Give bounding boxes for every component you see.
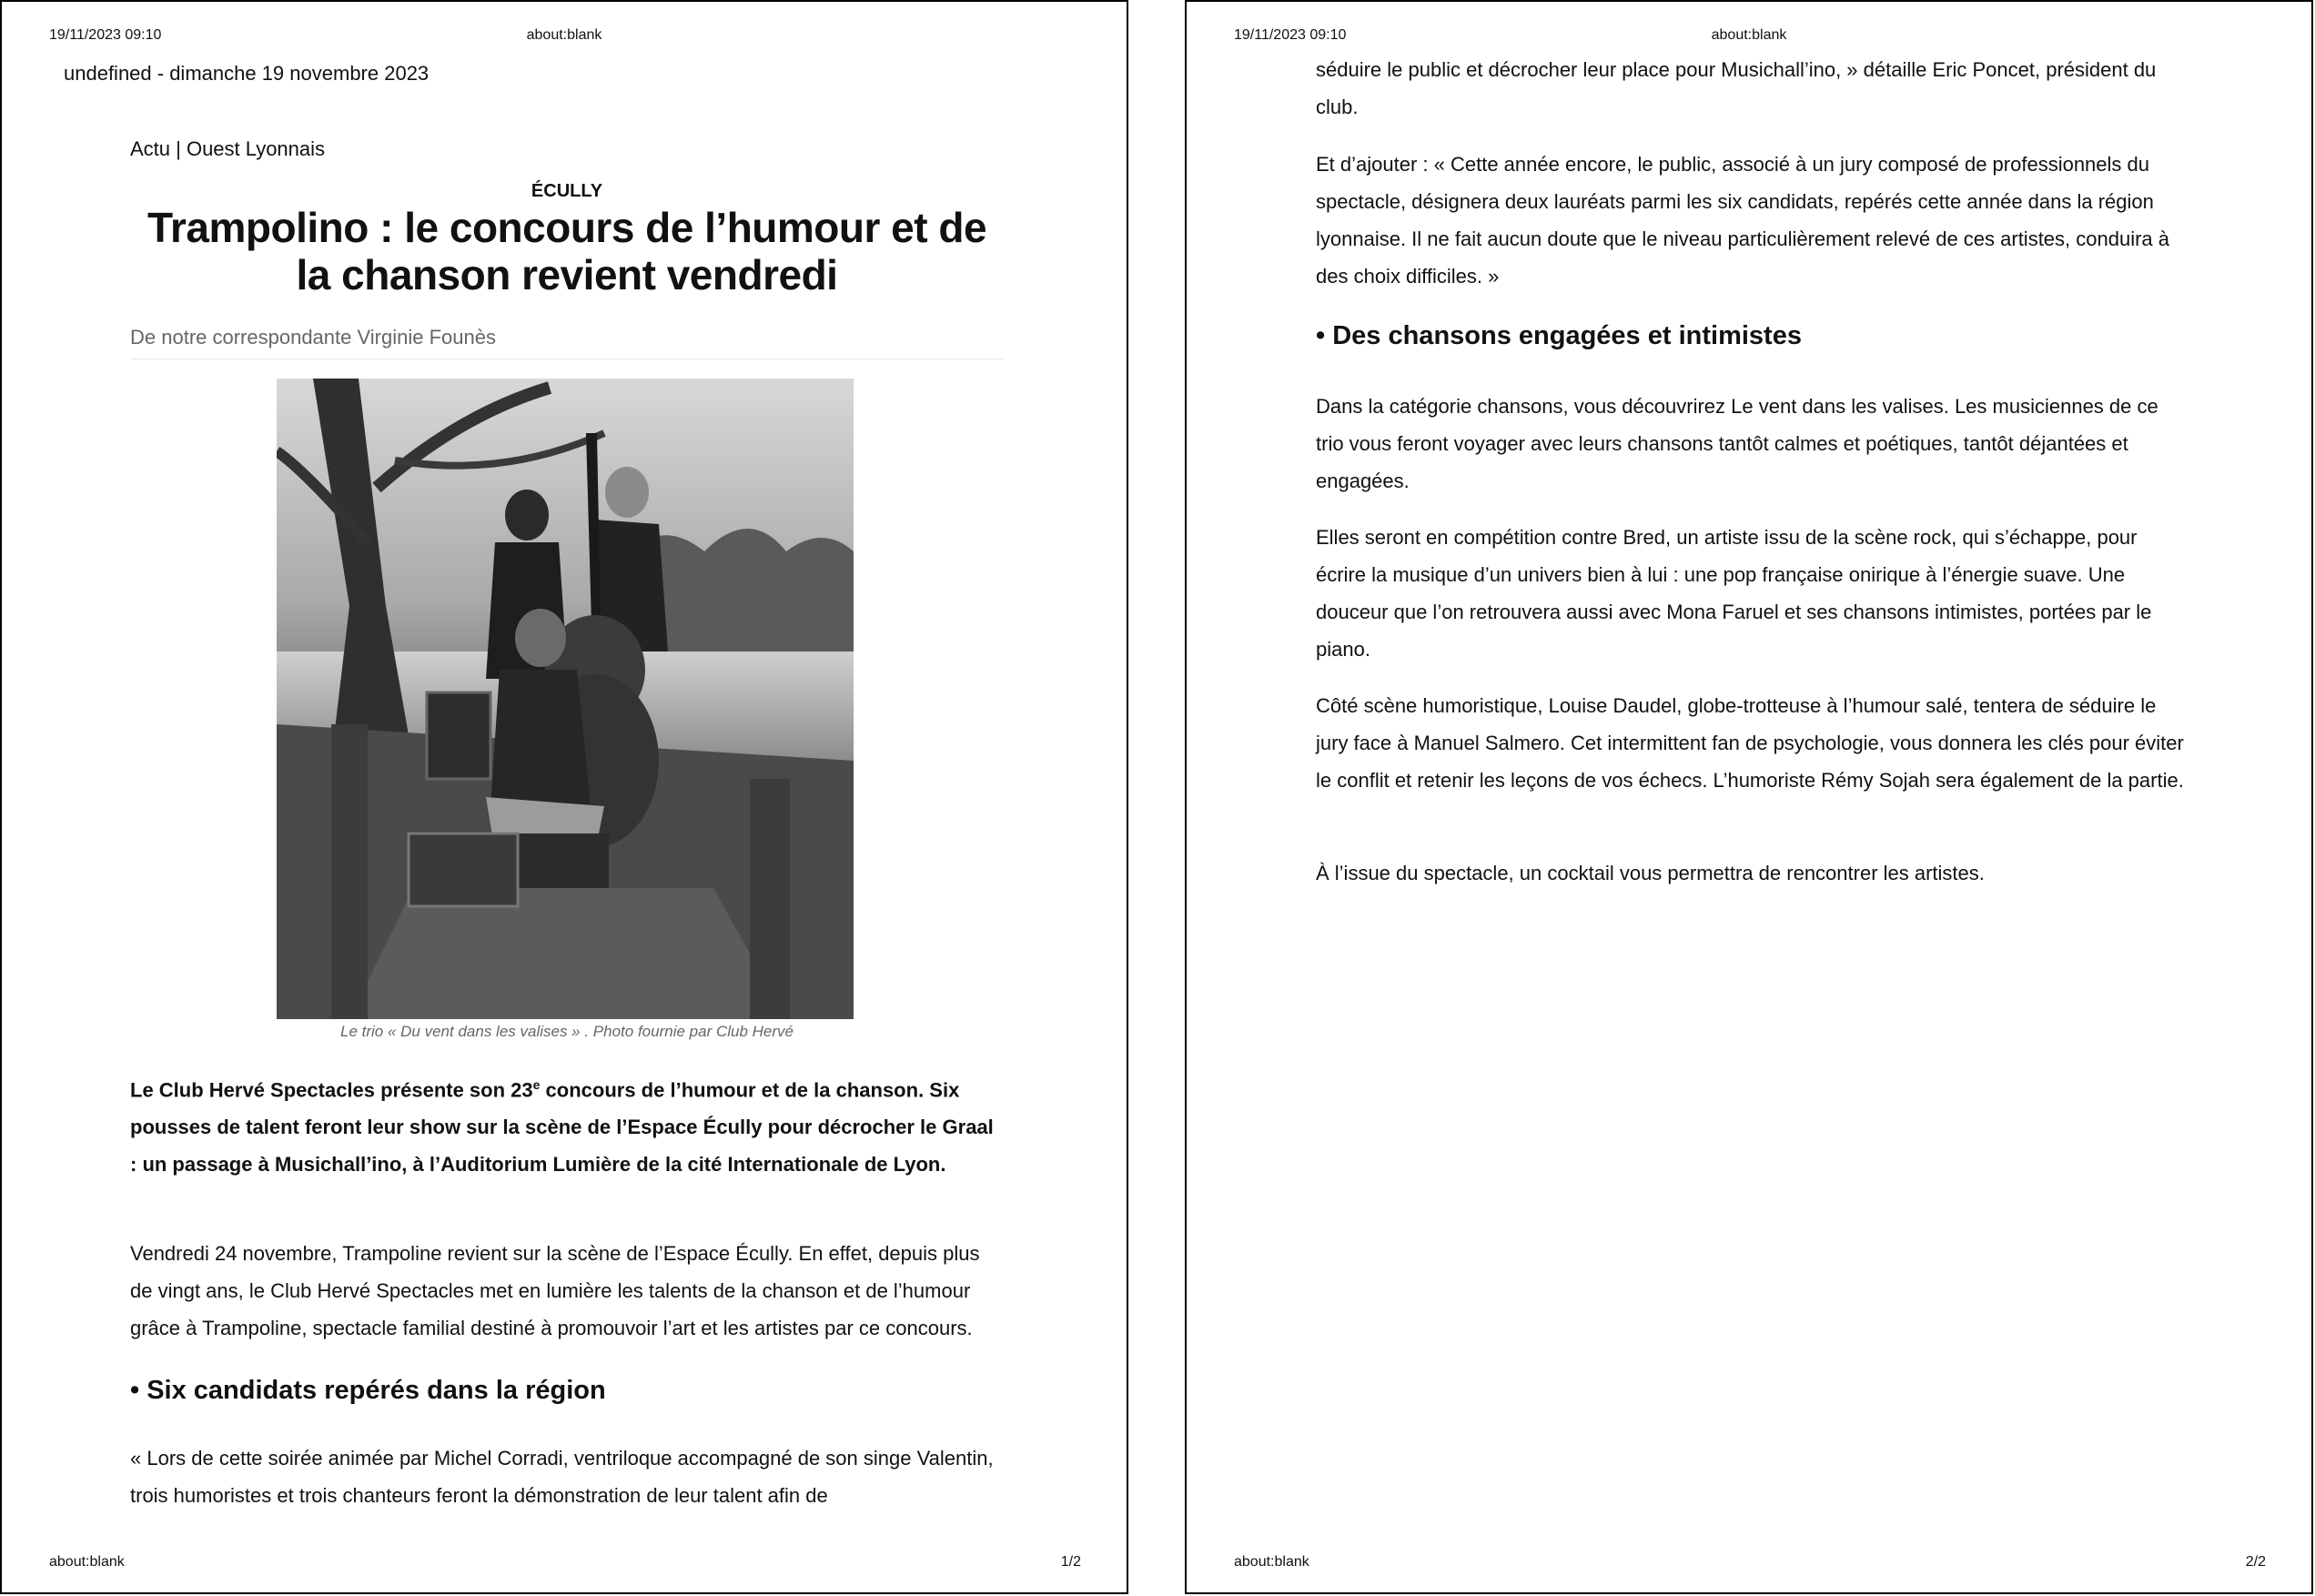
print-footer-page-number: 2/2 bbox=[2245, 1554, 2266, 1570]
lead-text-start: Le Club Hervé Spectacles présente son 23 bbox=[130, 1078, 533, 1102]
print-page-1 bbox=[0, 0, 1128, 1594]
article-paragraph-7: À l’issue du spectacle, un cocktail vous permettra de rencontrer les artistes. bbox=[1316, 862, 1985, 884]
article-paragraph-3: Et d’ajouter : « Cette année encore, le public, associé à un jury composé de professionnels du spectacle, désignera deux lauréats parmi les six candidats, repérés cette année dans la région lyonnaise. Il ne fait aucun doute que le niveau particulièrement relevé de ces artistes, conduira à des choix difficiles. » bbox=[1316, 153, 2170, 288]
article-photo bbox=[277, 379, 854, 1019]
article-paragraph-5: Elles seront en compétition contre Bred, un artiste issu de la scène rock, qui s’échappe, pour écrire la musique d’un univers bien à lui : une pop française onirique à l’énergie suave. Une douceur que l’on retrouvera aussi avec Mona Faruel et ses chansons intimistes, portées par le piano. bbox=[1316, 526, 2152, 661]
lead-text-end: concours de l’humour et de la chanson. Six pousses de talent feront leur show sur la scène de l’Espace Écully pour décrocher le Graal : un passage à Musichall’ino, à l’Auditorium Lumière de la cité Internationale de Lyon. bbox=[130, 1078, 994, 1177]
article-paragraph-1: Vendredi 24 novembre, Trampoline revient sur la scène de l’Espace Écully. En effet, depuis plus de vingt ans, le Club Hervé Spectacles met en lumière les talents de la chanson et de l’humour grâce à Trampoline, spectacle familial destiné à promouvoir l’art et les artistes par ce concours. bbox=[130, 1242, 980, 1339]
issue-line: undefined - dimanche 19 novembre 2023 bbox=[64, 62, 430, 85]
photo-trio-illustration bbox=[277, 379, 854, 1019]
article-paragraph-6: Côté scène humoristique, Louise Daudel, globe-trotteuse à l’humour salé, tentera de séduire le jury face à Manuel Salmero. Cet intermittent fan de psychologie, vous donnera les clés pour éviter le conflit et retenir les leçons de vos échecs. L’humoriste Rémy Sojah sera également de la partie. bbox=[1316, 694, 2184, 792]
photo-caption: Le trio « Du vent dans les valises » . Photo fournie par Club Hervé bbox=[340, 1023, 794, 1040]
subheading-songs: • Des chansons engagées et intimistes bbox=[1316, 321, 1802, 350]
article-paragraph-4: Dans la catégorie chansons, vous découvrirez Le vent dans les valises. Les musiciennes de ce trio vous feront voyager avec leurs chansons tantôt calmes et poétiques, tantôt déjantées et engagées. bbox=[1316, 395, 2158, 492]
article-lead bbox=[130, 1066, 1004, 1183]
print-header-date: 19/11/2023 09:10 bbox=[49, 27, 162, 43]
print-footer-url: about:blank bbox=[1234, 1554, 1309, 1570]
article-paragraph-2-start: « Lors de cette soirée animée par Michel Corradi, ventriloque accompagné de son singe Valentin, trois humoristes et trois chanteurs feront la démonstration de leur talent afin de bbox=[130, 1447, 994, 1507]
article-byline: De notre correspondante Virginie Founès bbox=[130, 326, 1004, 359]
print-footer-url: about:blank bbox=[49, 1554, 125, 1570]
article-title: Trampolino : le concours de l’humour et de la chanson revient vendredi bbox=[147, 204, 987, 298]
print-footer-page-number: 1/2 bbox=[1060, 1554, 1081, 1570]
article-paragraph-2-end: séduire le public et décrocher leur place pour Musichall’ino, » détaille Eric Poncet, président du club. bbox=[1316, 58, 2157, 118]
print-header-date: 19/11/2023 09:10 bbox=[1234, 27, 1347, 43]
print-header-url: about:blank bbox=[1711, 27, 1787, 43]
print-header-url: about:blank bbox=[526, 27, 602, 43]
breadcrumb: Actu | Ouest Lyonnais bbox=[130, 137, 326, 160]
print-page-2 bbox=[1185, 0, 2313, 1594]
subheading-candidates: • Six candidats repérés dans la région bbox=[130, 1376, 606, 1405]
article-kicker: ÉCULLY bbox=[531, 181, 603, 201]
lead-superscript: e bbox=[532, 1077, 541, 1092]
